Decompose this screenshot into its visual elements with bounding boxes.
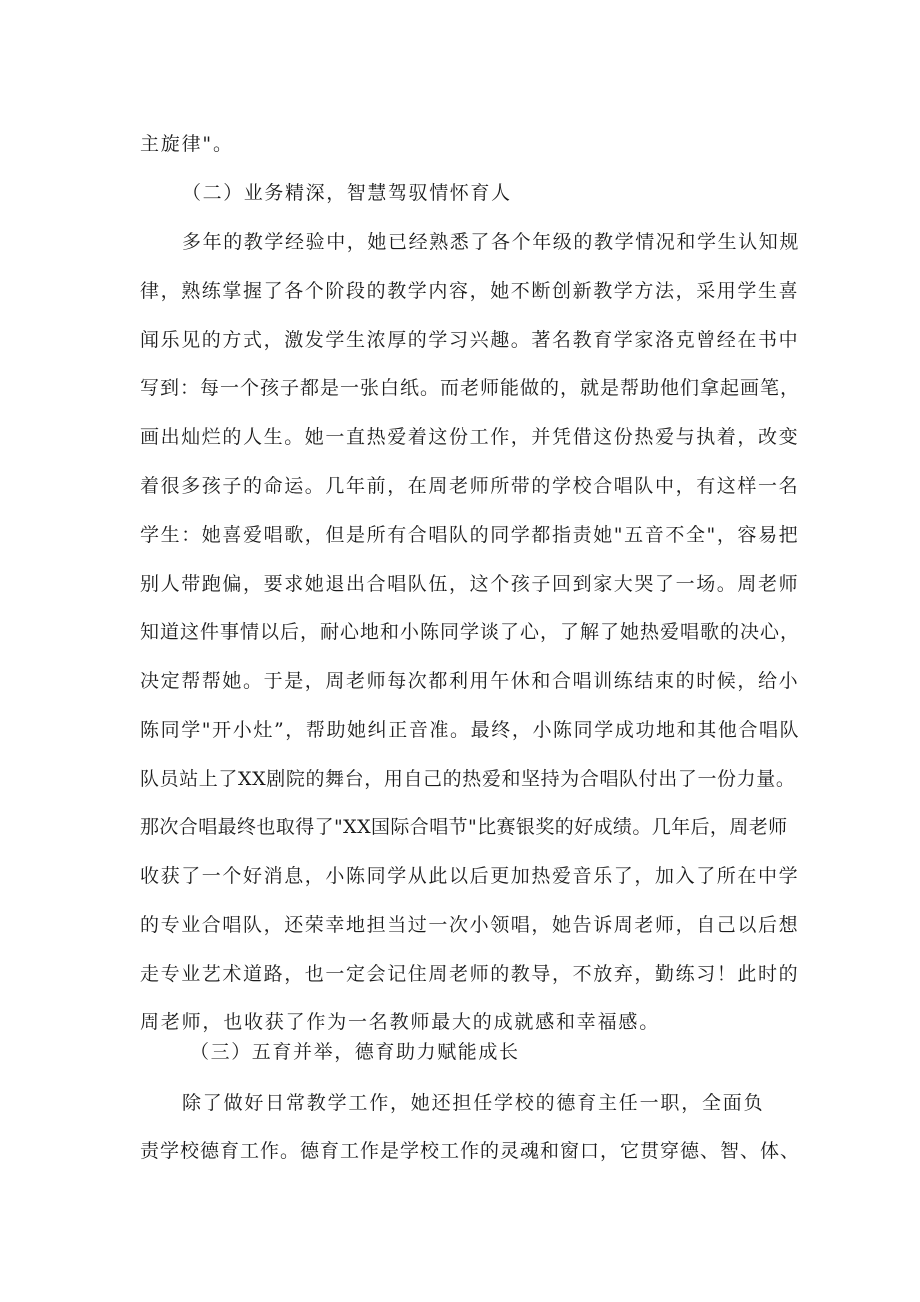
paragraph-line: 多年的教学经验中，她已经熟悉了各个年级的教学情况和学生认知规 xyxy=(182,231,801,253)
paragraph-line: 学生：她喜爱唱歌，但是所有合唱队的同学都指责她"五音不全"，容易把 xyxy=(140,524,800,546)
paragraph-line: 陈同学"开小灶”，帮助她纠正音准。最终，小陈同学成功地和其他合唱队 xyxy=(140,719,801,741)
paragraph-line: 那次合唱最终也取得了"XX国际合唱节"比赛银奖的好成绩。几年后，周老师 xyxy=(140,816,788,838)
paragraph-line: 周老师，也收获了作为一名教师最大的成就感和幸福感。 xyxy=(140,1011,661,1033)
paragraph-line: 队员站上了XX剧院的舞台，用自己的热爱和坚持为合唱队付出了一份力量。 xyxy=(140,768,796,790)
paragraph-line: 律，熟练掌握了各个阶段的教学内容，她不断创新教学方法，采用学生喜 xyxy=(140,280,800,302)
paragraph-line: 决定帮帮她。于是，周老师每次都利用午休和合唱训练结束的时候，给小 xyxy=(140,670,800,692)
paragraph-line: 写到：每一个孩子都是一张白纸。而老师能做的，就是帮助他们拿起画笔， xyxy=(140,377,801,399)
paragraph-line: 的专业合唱队，还荣幸地担当过一次小领唱，她告诉周老师，自己以后想 xyxy=(140,914,800,936)
paragraph-line: 主旋律"。 xyxy=(140,133,234,155)
paragraph-line: 除了做好日常教学工作，她还担任学校的德育主任一职，全面负 xyxy=(182,1092,765,1114)
paragraph-line: 着很多孩子的命运。几年前，在周老师所带的学校合唱队中，有这样一名 xyxy=(140,475,800,497)
paragraph-line: 知道这件事情以后，耐心地和小陈同学谈了心，了解了她热爱唱歌的决心， xyxy=(140,621,801,643)
paragraph-line: 走专业艺术道路，也一定会记住周老师的教导，不放弃，勤练习！此时的 xyxy=(140,963,800,985)
section-heading-3: （三）五育并举，德育助力赋能成长 xyxy=(190,1041,520,1063)
paragraph-line: 责学校德育工作。德育工作是学校工作的灵魂和窗口，它贯穿德、智、体、 xyxy=(140,1140,801,1162)
paragraph-line: 别人带跑偏，要求她退出合唱队伍，这个孩子回到家大哭了一场。周老师 xyxy=(140,573,800,595)
paragraph-line: 收获了一个好消息，小陈同学从此以后更加热爱音乐了，加入了所在中学 xyxy=(140,865,800,887)
paragraph-line: 画出灿烂的人生。她一直热爱着这份工作，并凭借这份热爱与执着，改变 xyxy=(140,426,800,448)
paragraph-line: 闻乐见的方式，激发学生浓厚的学习兴趣。著名教育学家洛克曾经在书中 xyxy=(140,329,800,351)
section-heading-2: （二）业务精深，智慧驾驭情怀育人 xyxy=(182,182,512,204)
